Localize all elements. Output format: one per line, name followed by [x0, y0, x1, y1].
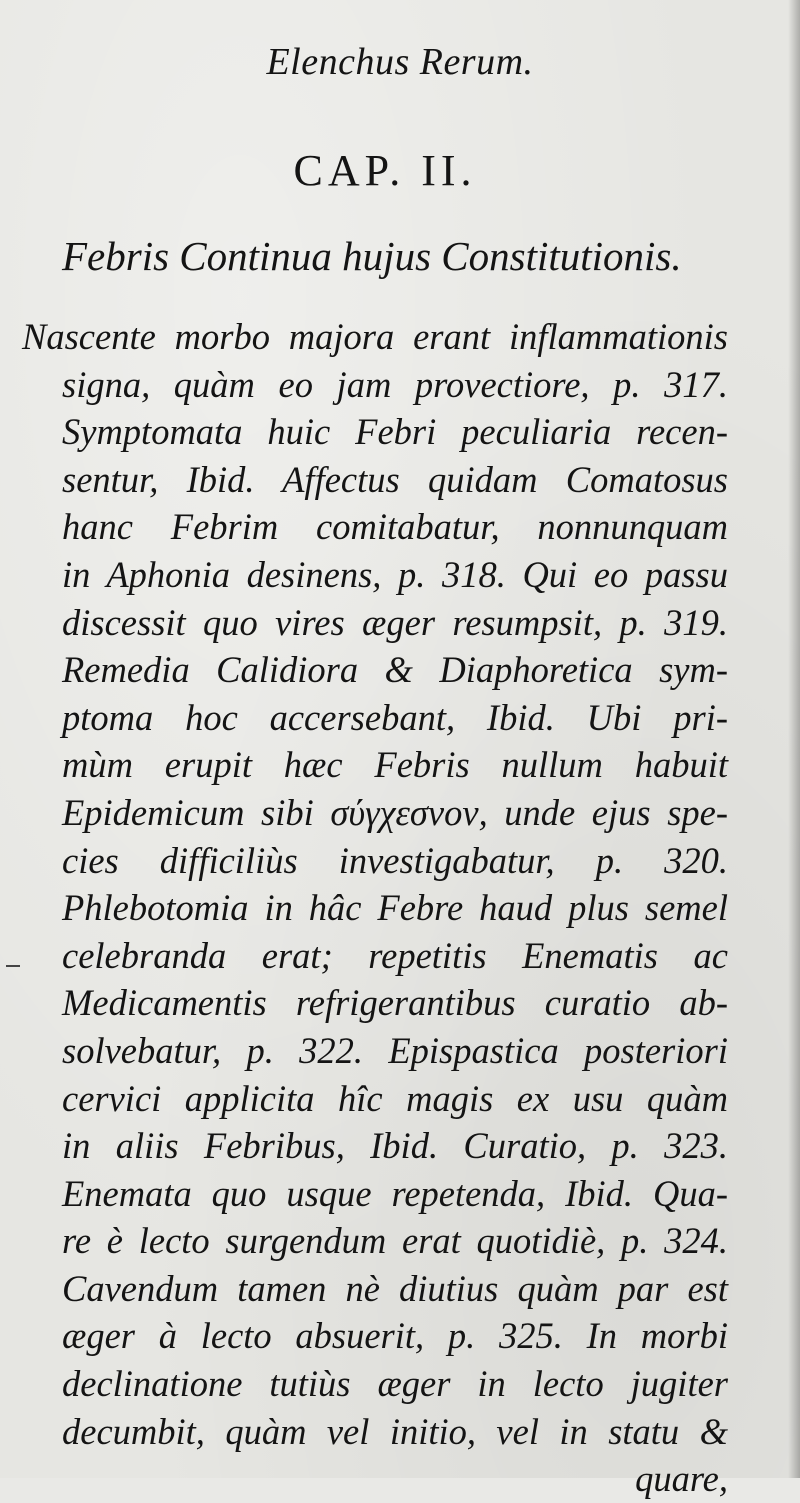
text-line: decumbit, quàm vel initio, vel in statu & — [62, 1410, 728, 1452]
chapter-heading: CAP. II. — [293, 146, 477, 195]
text-line: Remedia Calidiora & Diaphoretica sym- — [62, 649, 728, 691]
text-line: declinatione tutiùs æger in lecto jugiter — [62, 1363, 728, 1405]
text-line: æger à lecto absuerit, p. 325. In morbi — [62, 1315, 728, 1357]
text-line: discessit quo vires æger resumpsit, p. 319. — [62, 601, 728, 643]
text-line: Epidemicum sibi σύγχεσνον, unde ejus spe- — [62, 791, 728, 833]
text-line: Enemata quo usque repetenda, Ibid. Qua- — [62, 1172, 728, 1214]
text-line: Medicamentis refrigerantibus curatio ab- — [62, 982, 728, 1024]
text-line: solvebatur, p. 322. Epispastica posteriori — [62, 1029, 728, 1071]
text-line: Phlebotomia in hâc Febre haud plus semel — [62, 887, 728, 929]
text-line: in aliis Febribus, Ibid. Curatio, p. 323. — [62, 1125, 728, 1167]
body-text — [22, 313, 728, 1503]
running-head: Elenchus Rerum. — [266, 41, 534, 83]
text-line: cies difficiliùs investigabatur, p. 320. — [62, 839, 728, 881]
text-line: sentur, Ibid. Affectus quidam Comatosus — [62, 458, 728, 500]
text-line: cervici applicita hîc magis ex usu quàm — [62, 1077, 728, 1119]
chapter-title: Febris Continua hujus Constitutionis. — [62, 233, 682, 279]
text-line: mùm erupit hæc Febris nullum habuit — [62, 744, 728, 786]
text-line: celebranda erat; repetitis Enematis ac — [62, 934, 728, 976]
margin-mark — [6, 965, 20, 967]
text-line: quare, — [635, 1458, 728, 1500]
text-line: Symptomata huic Febri peculiaria recen- — [62, 411, 728, 453]
page-edge-shadow — [788, 0, 800, 1478]
text-line: re è lecto surgendum erat quotidiè, p. 324. — [62, 1220, 728, 1262]
text-line: hanc Febrim comitabatur, nonnunquam — [62, 506, 728, 548]
text-line: ptoma hoc accersebant, Ibid. Ubi pri- — [62, 696, 728, 738]
text-line: Nascente morbo majora erant inflammationis — [22, 316, 728, 357]
text-line: Cavendum tamen nè diutius quàm par est — [62, 1267, 728, 1309]
text-line: signa, quàm eo jam provectiore, p. 317. — [62, 363, 728, 405]
text-line: in Aphonia desinens, p. 318. Qui eo passu — [62, 553, 728, 595]
